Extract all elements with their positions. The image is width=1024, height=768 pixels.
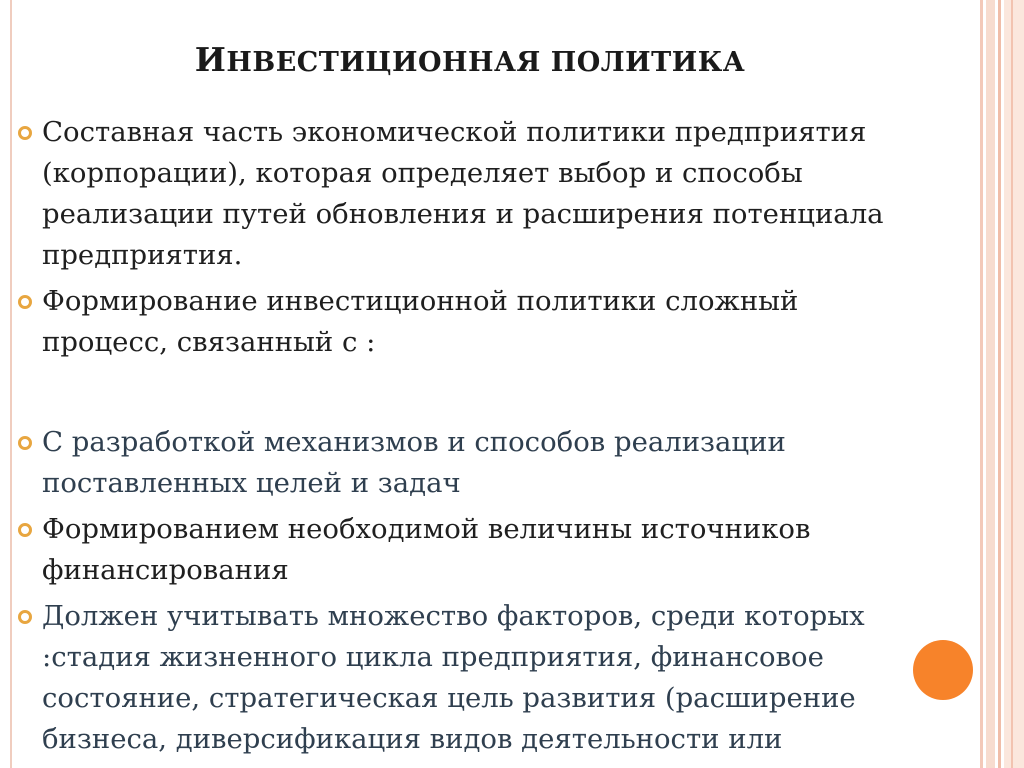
bullet-line: финансирования [42, 554, 289, 586]
bullet-line: состояние, стратегическая цель развития (расширение [42, 682, 856, 714]
bullet-item-factors [18, 596, 998, 760]
bullet-line: Формирование инвестиционной политики сложный [42, 285, 799, 317]
slide-title [0, 40, 940, 79]
bullet-circle-icon [18, 523, 32, 537]
bullet-line: :стадия жизненного цикла предприятия, финансовое [42, 641, 824, 673]
bullet-item-formation [18, 281, 998, 363]
right-decorative-stripe [998, 0, 1001, 768]
bullet-item-mechanisms [18, 422, 998, 504]
bullet-line: процесс, связанный с : [42, 326, 376, 358]
bullet-line: Формированием необходимой величины источников [42, 513, 811, 545]
bullet-line: Составная часть экономической политики предприятия [42, 116, 867, 148]
bullet-line: бизнеса, диверсификация видов деятельности или [42, 723, 783, 755]
bullet-line: С разработкой механизмов и способов реализации [42, 426, 786, 458]
bullet-line: (корпорации), которая определяет выбор и способы [42, 157, 803, 189]
bullet-line: реализации путей обновления и расширения потенциала [42, 198, 884, 230]
bullet-line: поставленных целей и задач [42, 467, 461, 499]
bullet-circle-icon [18, 436, 32, 450]
bullet-circle-icon [18, 610, 32, 624]
bullet-item-definition [18, 112, 998, 276]
bullet-item-financing [18, 509, 998, 591]
right-decorative-stripe [1004, 0, 1024, 768]
left-decorative-rule [10, 0, 12, 768]
title-rest: НВЕСТИЦИОННАЯ ПОЛИТИКА [226, 47, 746, 78]
bullet-circle-icon [18, 126, 32, 140]
bullet-line: предприятия. [42, 239, 243, 271]
orange-circle-decoration [913, 640, 973, 700]
bullet-list [18, 112, 998, 760]
title-first-letter: И [194, 40, 227, 79]
right-decorative-stripe [1011, 0, 1013, 768]
bullet-line: Должен учитывать множество факторов, среди которых [42, 600, 865, 632]
bullet-circle-icon [18, 295, 32, 309]
